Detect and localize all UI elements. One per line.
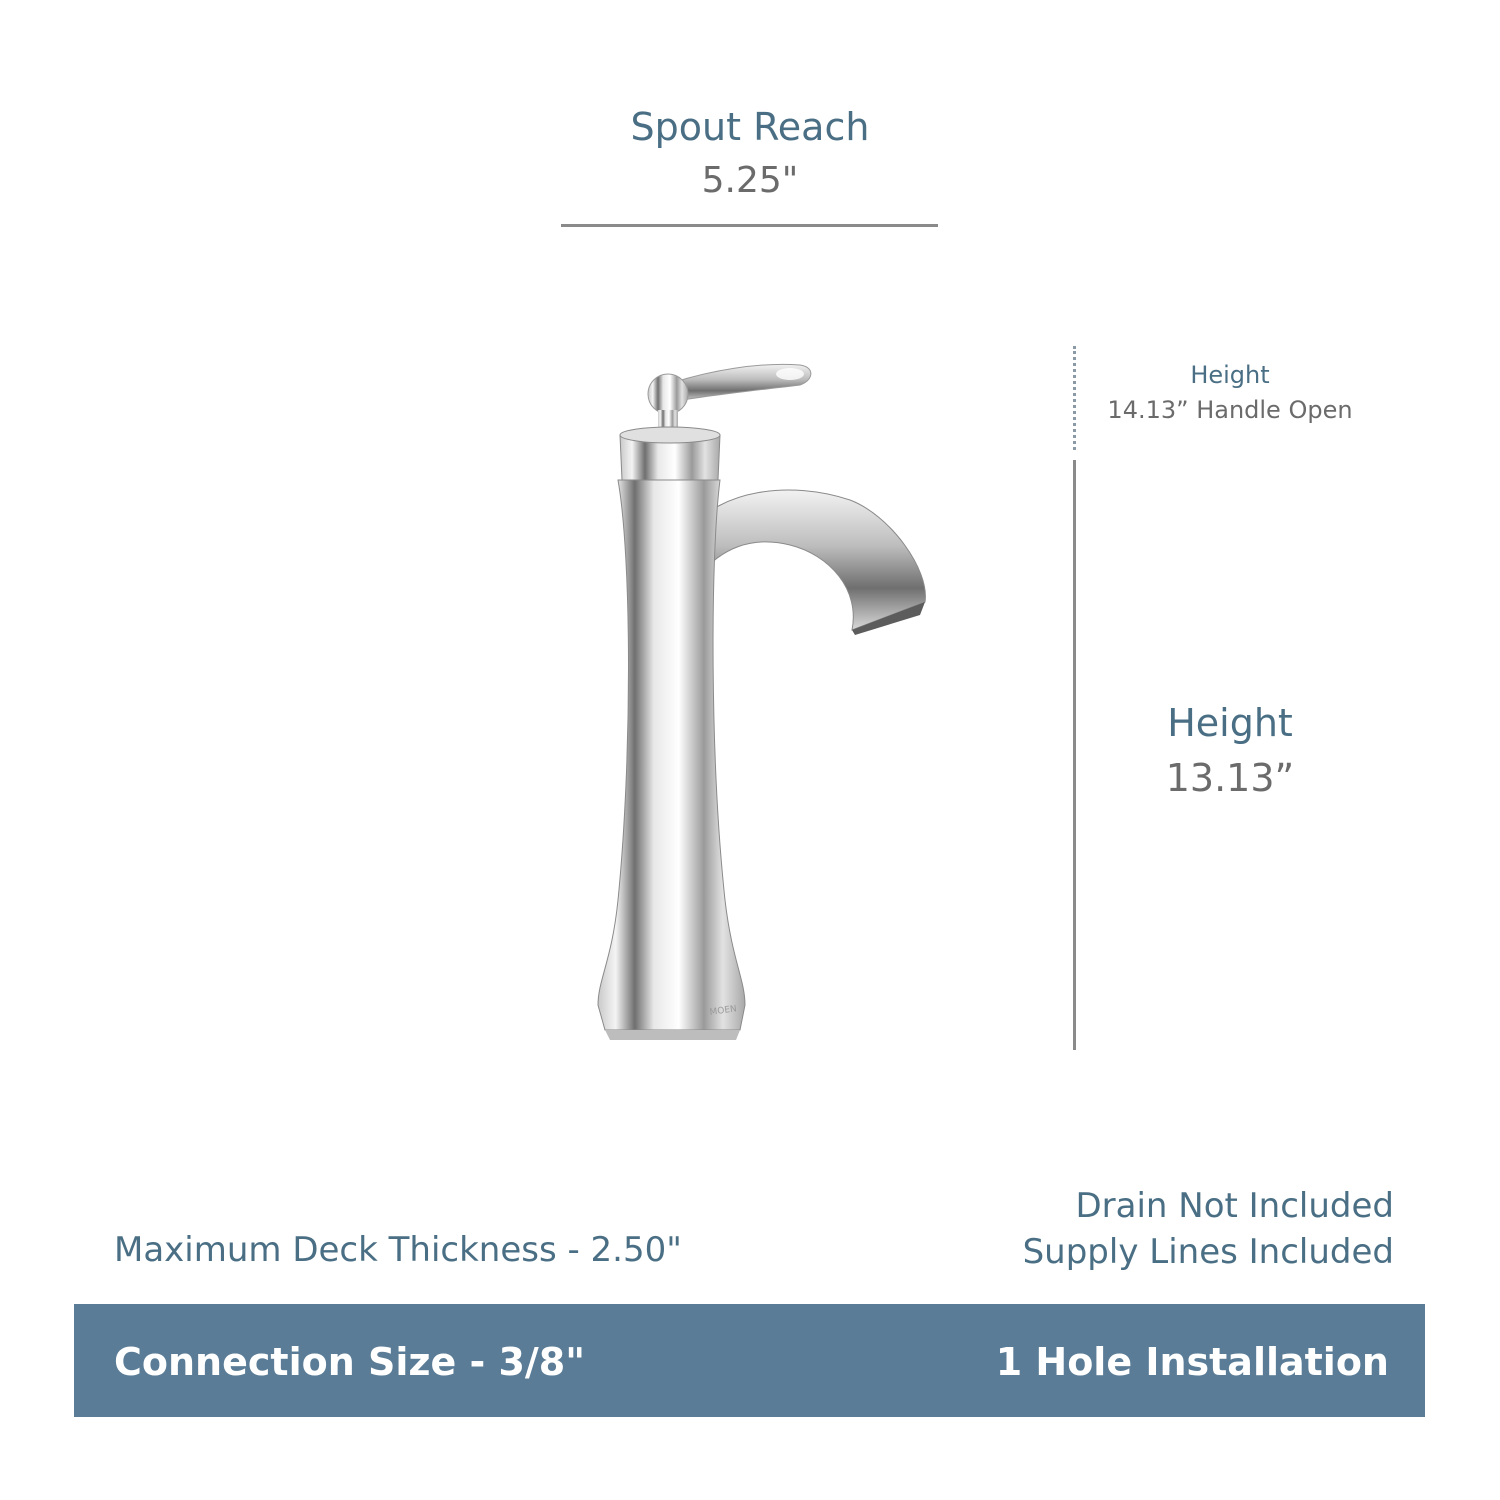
height-title: Height (1167, 701, 1293, 745)
spout-reach-dimension-line (561, 224, 938, 227)
max-deck-thickness: Maximum Deck Thickness - 2.50" (114, 1230, 682, 1270)
hole-installation: 1 Hole Installation (995, 1340, 1389, 1384)
height-dimension-line (1073, 460, 1076, 1050)
height-value: 13.13” (1165, 756, 1295, 800)
spout-reach-value: 5.25" (701, 160, 799, 201)
connection-size: Connection Size - 3/8" (114, 1340, 586, 1384)
faucet-image (560, 340, 940, 1050)
handle-open-dimension-line (1073, 346, 1076, 450)
supply-lines-note: Supply Lines Included (1022, 1232, 1394, 1272)
drain-note: Drain Not Included (1075, 1186, 1394, 1226)
spec-banner (74, 1304, 1425, 1417)
handle-open-height-value: 14.13” Handle Open (1107, 396, 1353, 424)
moen-brand-mark: MOEN (709, 1004, 738, 1018)
spout-reach-title: Spout Reach (630, 105, 870, 149)
handle-open-height-title: Height (1190, 361, 1270, 389)
